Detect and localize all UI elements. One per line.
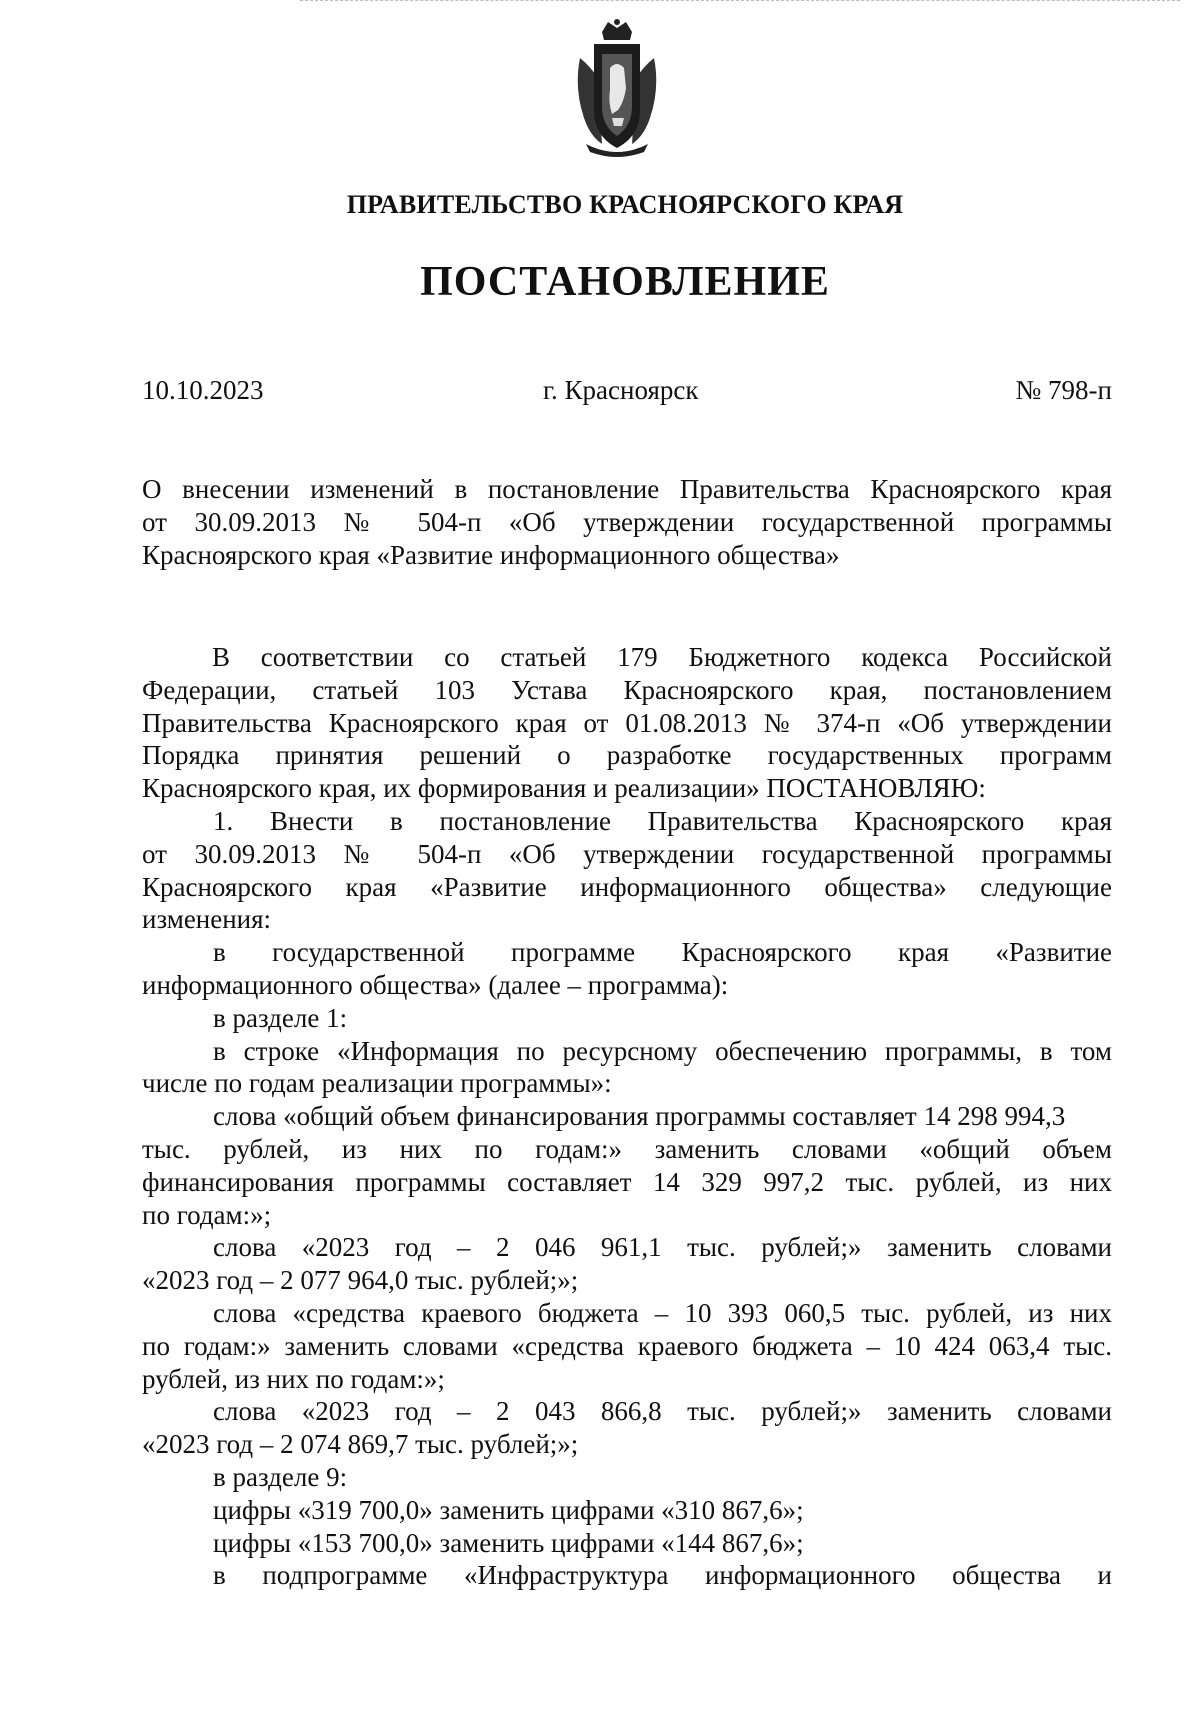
body-line: Красноярского края, их формирования и реализации» ПОСТАНОВЛЯЮ: — [142, 773, 986, 804]
body-line: слова «средства краевого бюджета – 10 393 060,5 тыс. рублей, из них — [213, 1297, 1112, 1328]
body-line: тыс. рублей, из них по годам:» заменить словами «общий объем — [142, 1133, 1112, 1164]
body-line: в подпрограмме «Инфраструктура информационного общества и — [213, 1560, 1112, 1591]
body-line: финансирования программы составляет 14 329 997,2 тыс. рублей, из них — [142, 1166, 1112, 1197]
body-line: Порядка принятия решений о разработке государственных программ — [142, 740, 1112, 771]
body-line: 1. Внести в постановление Правительства Красноярского края — [213, 805, 1112, 836]
document-body — [142, 641, 1112, 1592]
body-line: по годам:» заменить словами «средства краевого бюджета – 10 424 063,4 тыс. — [142, 1330, 1112, 1361]
subject-line: Красноярского края «Развитие информационного общества» — [142, 539, 840, 570]
body-line: в государственной программе Красноярского края «Развитие — [213, 937, 1112, 968]
body-line: слова «общий объем финансирования программы составляет 14 298 994,3 — [213, 1101, 1066, 1132]
body-line: цифры «153 700,0» заменить цифрами «144 867,6»; — [213, 1527, 804, 1558]
organization-title: ПРАВИТЕЛЬСТВО КРАСНОЯРСКОГО КРАЯ — [346, 190, 904, 219]
document-city: г. Красноярск — [543, 375, 699, 405]
body-line: «2023 год – 2 074 869,7 тыс. рублей;»; — [142, 1429, 579, 1460]
body-line: от 30.09.2013 № 504-п «Об утверждении государственной программы — [142, 838, 1112, 869]
body-line: рублей, из них по годам:»; — [142, 1363, 445, 1394]
body-line: цифры «319 700,0» заменить цифрами «310 867,6»; — [213, 1494, 804, 1525]
body-line: информационного общества» (далее – программа): — [142, 969, 729, 1000]
document-subject — [142, 473, 1112, 571]
body-line: слова «2023 год – 2 043 866,8 тыс. рублей;» заменить словами — [213, 1396, 1112, 1427]
body-line: в строке «Информация по ресурсному обеспечению программы, в том — [213, 1035, 1112, 1066]
body-line: Правительства Красноярского края от 01.08.2013 № 374-п «Об утверждении — [142, 707, 1112, 738]
body-line: Федерации, статьей 103 Устава Красноярского края, постановлением — [142, 674, 1112, 705]
coat-of-arms-icon — [572, 18, 662, 160]
body-line: в разделе 9: — [213, 1461, 348, 1492]
body-line: изменения: — [142, 904, 272, 935]
body-line: по годам:»; — [142, 1199, 272, 1230]
body-line: числе по годам реализации программы»: — [142, 1068, 612, 1099]
document-type-title: ПОСТАНОВЛЕНИЕ — [420, 259, 830, 305]
body-line: В соответствии со статьей 179 Бюджетного кодекса Российской — [212, 642, 1112, 672]
body-line: в разделе 1: — [213, 1002, 348, 1033]
body-line: «2023 год – 2 077 964,0 тыс. рублей;»; — [142, 1265, 579, 1296]
body-line: слова «2023 год – 2 046 961,1 тыс. рублей;» заменить словами — [213, 1232, 1112, 1263]
body-line: Красноярского края «Развитие информационного общества» следующие — [142, 871, 1112, 902]
scan-top-border — [300, 0, 1180, 3]
subject-line: О внесении изменений в постановление Правительства Красноярского края — [142, 474, 1112, 504]
document-date: 10.10.2023 — [142, 375, 264, 405]
document-number: № 798-п — [1015, 375, 1112, 405]
subject-line: от 30.09.2013 № 504-п «Об утверждении государственной программы — [142, 506, 1112, 537]
